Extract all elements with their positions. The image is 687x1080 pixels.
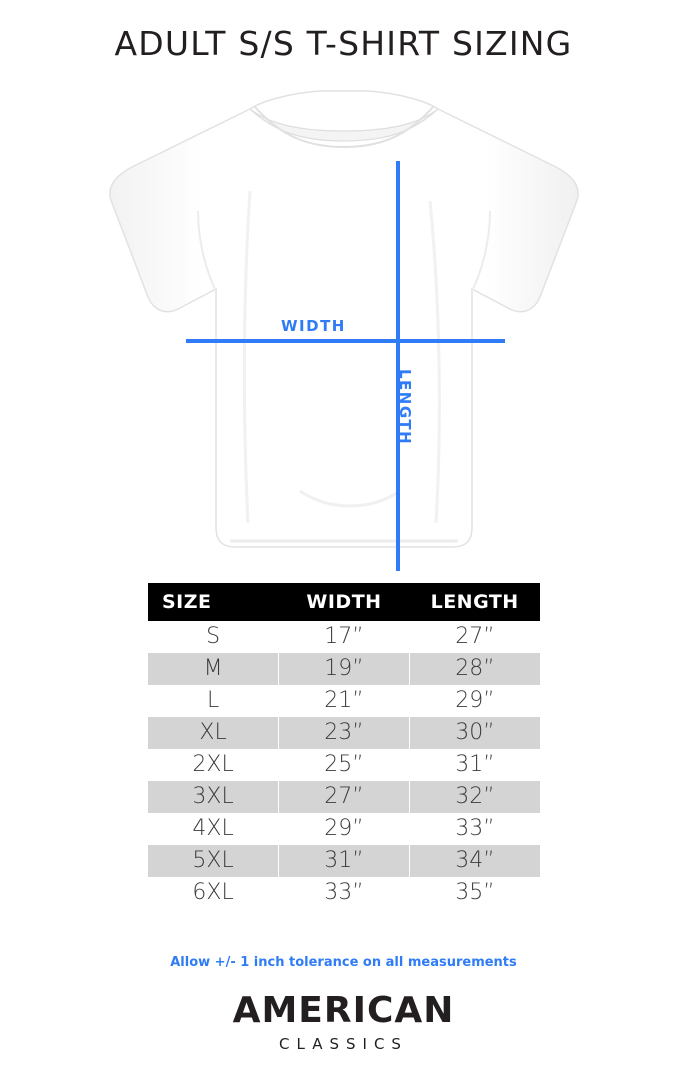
cell-size: 4XL (148, 813, 279, 845)
page-title: ADULT S/S T-SHIRT SIZING (114, 24, 573, 63)
cell-length: 34” (409, 845, 540, 877)
table-row (148, 877, 540, 909)
brand-subtitle: CLASSICS (279, 1035, 408, 1053)
cell-size: 3XL (148, 781, 279, 813)
cell-size: 5XL (148, 845, 279, 877)
cell-length: 33” (409, 813, 540, 845)
width-measure-label: WIDTH (281, 317, 346, 335)
table-row (148, 813, 540, 845)
brand-name: AMERICAN (232, 990, 455, 1031)
size-table-body (148, 621, 540, 909)
length-measure-label: LENGTH (396, 369, 414, 446)
cell-width: 33” (279, 877, 410, 909)
cell-width: 25” (279, 749, 410, 781)
header-length: LENGTH (409, 583, 540, 621)
table-row (148, 749, 540, 781)
table-row (148, 653, 540, 685)
cell-width: 29” (279, 813, 410, 845)
cell-length: 27” (409, 621, 540, 653)
table-row (148, 717, 540, 749)
size-table (148, 583, 540, 909)
cell-width: 23” (279, 717, 410, 749)
cell-length: 35” (409, 877, 540, 909)
cell-size: XL (148, 717, 279, 749)
size-table-head (148, 583, 540, 621)
cell-size: 2XL (148, 749, 279, 781)
header-size: SIZE (148, 583, 279, 621)
table-row (148, 781, 540, 813)
cell-width: 27” (279, 781, 410, 813)
brand-footer (0, 990, 687, 1053)
table-row (148, 621, 540, 653)
cell-length: 31” (409, 749, 540, 781)
cell-length: 29” (409, 685, 540, 717)
cell-size: 6XL (148, 877, 279, 909)
header-width: WIDTH (279, 583, 410, 621)
cell-size: M (148, 653, 279, 685)
cell-width: 21” (279, 685, 410, 717)
shirt-diagram (0, 71, 687, 571)
cell-width: 19” (279, 653, 410, 685)
size-table-container (148, 583, 540, 909)
cell-length: 32” (409, 781, 540, 813)
table-row (148, 685, 540, 717)
cell-size: L (148, 685, 279, 717)
cell-width: 31” (279, 845, 410, 877)
table-row (148, 845, 540, 877)
cell-length: 28” (409, 653, 540, 685)
tolerance-note: Allow +/- 1 inch tolerance on all measurements (170, 955, 517, 970)
table-header-row (148, 583, 540, 621)
cell-width: 17” (279, 621, 410, 653)
cell-size: S (148, 621, 279, 653)
cell-length: 30” (409, 717, 540, 749)
